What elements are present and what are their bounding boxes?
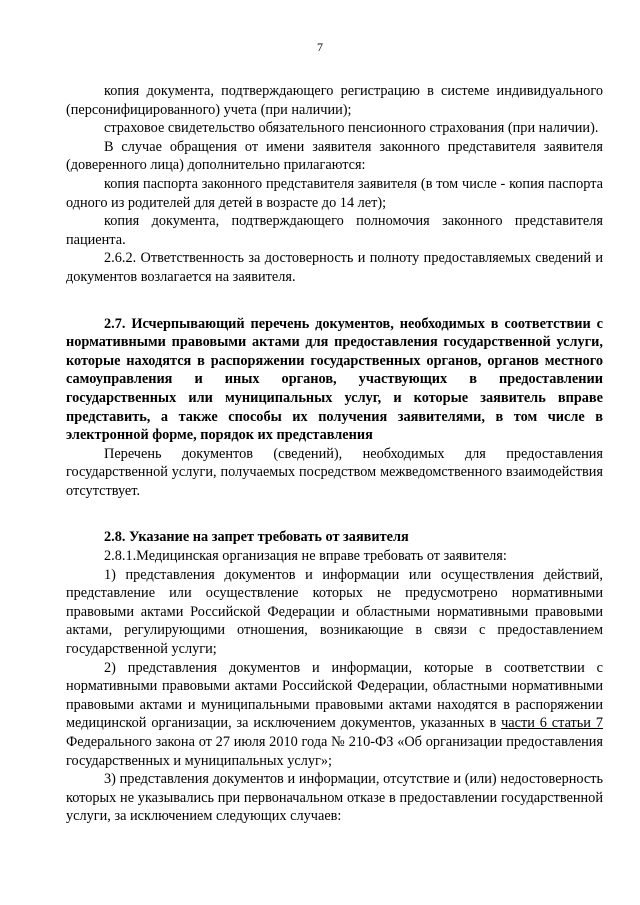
- prohibition-2-text-start: 2) представления документов и информации, которые в соответствии с нормативными правовыми актами Российской Федерации, областными нормативными правовыми актами и муниципальными правовыми актами находятся в распоряжении медицинской организации, за исключением документов, указанных в: [66, 659, 603, 732]
- page-number: 7: [317, 40, 323, 54]
- section-gap: [66, 287, 603, 315]
- document-body: [66, 82, 603, 826]
- paragraph-prohibition-2: [66, 659, 603, 771]
- paragraph-insurance-certificate: страховое свидетельство обязательного пенсионного страхования (при наличии).: [104, 120, 599, 137]
- paragraph-registration-copy: копия документа, подтверждающего регистрацию в системе индивидуального (персонифицированного) учета (при наличии);: [66, 83, 603, 118]
- paragraph-prohibition-1: 1) представления документов и информации или осуществления действий, представление или осуществление которых не предусмотрено нормативными правовыми актами Российской Федерации и областными нормативными правовыми актами, регулирующими отношения, возникающие в связи с предоставлением государственной услуги;: [66, 566, 603, 658]
- paragraph-prohibition-intro: 2.8.1.Медицинская организация не вправе требовать от заявителя:: [104, 548, 507, 565]
- paragraph-interagency: Перечень документов (сведений), необходимых для предоставления государственной услуги, получаемых посредством межведомственного взаимодействия отсутствует.: [66, 445, 603, 499]
- paragraph-authority-document: копия документа, подтверждающего полномочия законного представителя пациента.: [66, 213, 603, 248]
- section-heading-2-7: 2.7. Исчерпывающий перечень документов, необходимых в соответствии с нормативными правовыми актами для предоставления государственной услуги, которые находятся в распоряжении государственных органов, органов местного самоуправления и иных органов, участвующих в предоставлении государственных или муниципальных услуг, и которые заявитель вправе представить, а также способы их получения заявителями, в том числе в электронной форме, порядок их представления: [66, 315, 603, 444]
- section-heading-2-8: 2.8. Указание на запрет требовать от заявителя: [104, 529, 409, 546]
- paragraph-representative-intro: В случае обращения от имени заявителя законного представителя заявителя (доверенного лица) дополнительно прилагаются:: [66, 138, 603, 174]
- prohibition-2-text-end: Федерального закона от 27 июля 2010 года № 210-ФЗ «Об организации предоставления государственных и муниципальных услуг»;: [66, 734, 603, 769]
- law-reference-link[interactable]: части 6 статьи 7: [501, 715, 603, 732]
- section-gap: [66, 500, 603, 528]
- paragraph-responsibility: 2.6.2. Ответственность за достоверность и полноту предоставляемых сведений и документов возлагается на заявителя.: [66, 250, 603, 285]
- paragraph-representative-passport: копия паспорта законного представителя заявителя (в том числе - копия паспорта одного из родителей для детей в возрасте до 14 лет);: [66, 175, 603, 211]
- paragraph-prohibition-3: 3) представления документов и информации, отсутствие и (или) недостоверность которых не указывались при первоначальном отказе в предоставлении государственной услуги, за исключением следующих случаев:: [66, 771, 603, 825]
